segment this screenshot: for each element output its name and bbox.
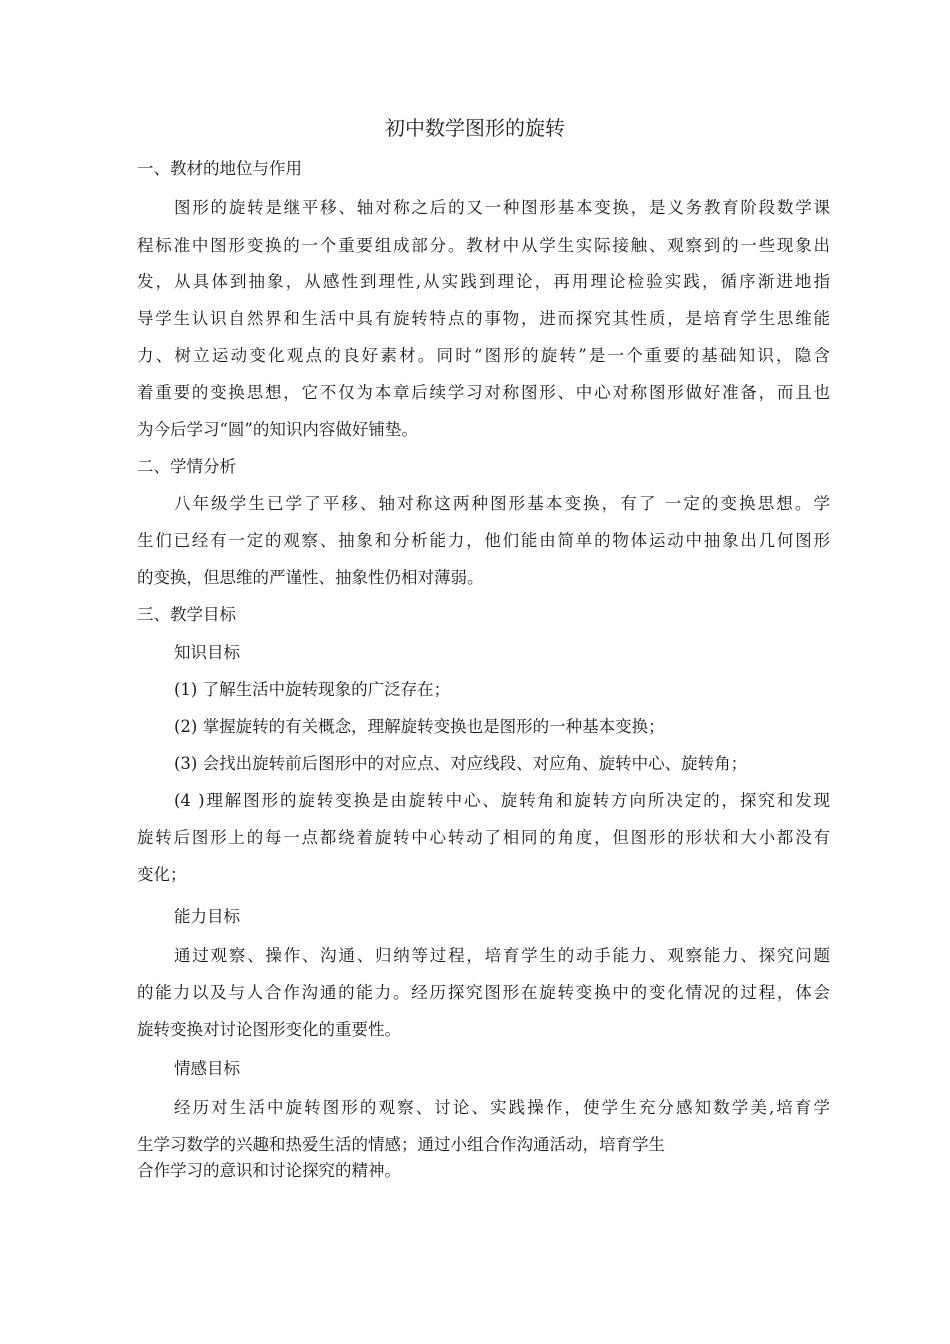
paragraph-line: 变化； [137,865,187,884]
paragraph-line: 通过观察、操作、沟通、归纳等过程，培育学生的动手能力、观察能力、探究问题 [174,946,830,965]
knowledge-item: (1) 了解生活中旋转现象的广泛存在； [174,680,451,699]
paragraph-line: 为今后学习“圆”的知识内容做好铺垫。 [137,420,418,439]
subheading-ability: 能力目标 [174,907,240,926]
section-heading-3: 三、教学目标 [137,605,236,624]
paragraph-line: 程标准中图形变换的一个重要组成部分。教材中从学生实际接触、观察到的一些现象出 [137,236,830,255]
page-title: 初中数学图形的旋转 [385,116,565,140]
paragraph-line: 八年级学生已学了平移、轴对称这两种图形基本变换，有了 一定的变换思想。学 [174,494,830,513]
subheading-knowledge: 知识目标 [174,643,240,662]
paragraph-line: 发，从具体到抽象，从感性到理性,从实践到理论，再用理论检验实践，循序渐进地指 [137,272,830,291]
paragraph-line: 经历对生活中旋转图形的观察、讨论、实践操作，使学生充分感知数学美,培育学 [174,1098,830,1117]
section-heading-1: 一、教材的地位与作用 [137,159,302,178]
knowledge-item: (3) 会找出旋转前后图形中的对应点、对应线段、对应角、旋转中心、旋转角； [174,754,748,773]
knowledge-item: (2) 掌握旋转的有关概念，理解旋转变换也是图形的一种基本变换； [174,717,665,736]
paragraph-line: 的能力以及与人合作沟通的能力。经历探究图形在旋转变换中的变化情况的过程，体会 [137,983,830,1002]
knowledge-item: (4 )理解图形的旋转变换是由旋转中心、旋转角和旋转方向所决定的，探究和发现 [174,791,830,810]
paragraph-line: 旋转变换对讨论图形变化的重要性。 [137,1020,401,1039]
paragraph-line: 旋转后图形上的每一点都绕着旋转中心转动了相同的角度，但图形的形状和大小都没有 [137,828,830,847]
subheading-emotion: 情感目标 [174,1059,240,1078]
paragraph-line: 合作学习的意识和讨论探究的精神。 [137,1161,401,1180]
paragraph-line: 的变换，但思维的严谨性、抽象性仍相对薄弱。 [137,568,484,587]
section-heading-2: 二、学情分析 [137,457,236,476]
paragraph-line: 导学生认识自然界和生活中具有旋转特点的事物，进而探究其性质，是培育学生思维能 [137,309,830,328]
paragraph-line: 力、树立运动变化观点的良好素材。同时“图形的旋转”是一个重要的基础知识，隐含 [137,346,830,365]
paragraph-line: 生学习数学的兴趣和热爱生活的情感；通过小组合作沟通活动，培育学生 [137,1135,665,1154]
paragraph-line: 生们已经有一定的观察、抽象和分析能力，他们能由简单的物体运动中抽象出几何图形 [137,531,830,550]
paragraph-line: 图形的旋转是继平移、轴对称之后的又一种图形基本变换，是义务教育阶段数学课 [174,198,830,217]
paragraph-line: 着重要的变换思想，它不仅为本章后续学习对称图形、中心对称图形做好准备，而且也 [137,383,830,402]
